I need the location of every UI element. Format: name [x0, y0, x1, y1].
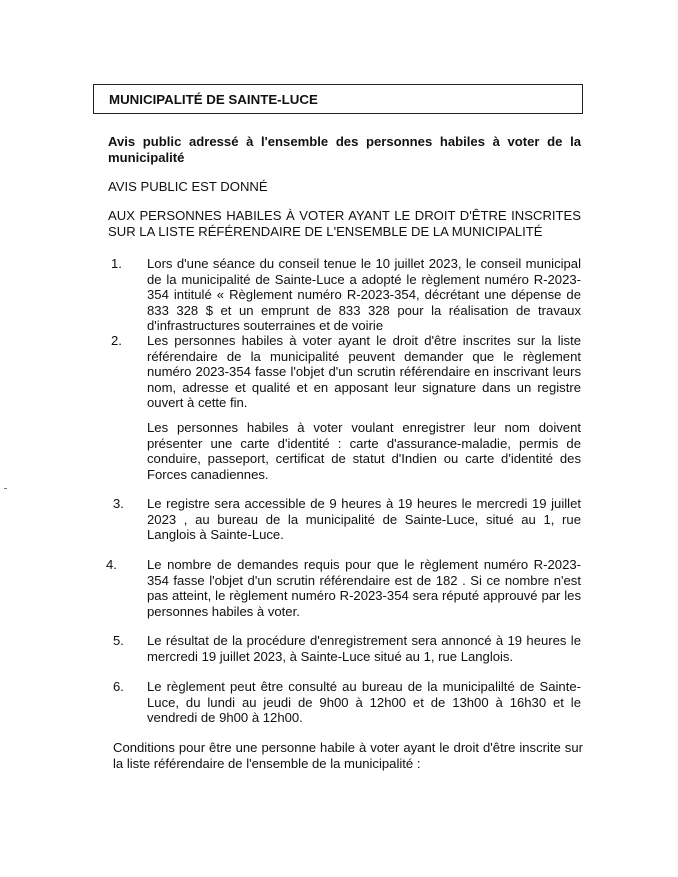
- item-text: Lors d'une séance du conseil tenue le 10 juillet 2023, le conseil municipal de la municipalité de Sainte-Luce a adopté le règlement numéro R-2023-354 intitulé « Règlement numéro R-2023-354, décrétant une dépense de 833 328 $ et un emprunt de 833 328 pour la réalisation de travaux d'infrastructures souterraines et de voirie: [147, 256, 581, 334]
- conditions-paragraph: Conditions pour être une personne habile à voter ayant le droit d'être inscrite sur la liste référendaire de l'ensemble de la municipalité :: [113, 740, 583, 771]
- item-text: Les personnes habiles à voter ayant le droit d'être inscrites sur la liste référendaire de la municipalité peuvent demander que le règlement numéro 2023-354 fasse l'objet d'un scrutin référendaire en inscrivant leurs nom, adresse et qualité et en apposant leur signature dans un registre ouvert à cette fin.: [147, 333, 581, 411]
- addressees-line: AUX PERSONNES HABILES À VOTER AYANT LE DROIT D'ÊTRE INSCRITES SUR LA LISTE RÉFÉRENDAIRE DE L'ENSEMBLE DE LA MUNICIPALITÉ: [108, 208, 581, 239]
- item-number: 6.: [113, 679, 124, 694]
- public-notice-heading: AVIS PUBLIC EST DONNÉ: [108, 179, 268, 194]
- item-text-secondary: Les personnes habiles à voter voulant enregistrer leur nom doivent présenter une carte d'identité : carte d'assurance-maladie, permis de conduire, passeport, certificat de statut d'Indien ou carte d'identité des Forces canadiennes.: [147, 420, 581, 482]
- item-number: 5.: [113, 633, 124, 648]
- municipality-title: MUNICIPALITÉ DE SAINTE-LUCE: [109, 92, 318, 107]
- item-number: 3.: [113, 496, 124, 511]
- notice-subject: Avis public adressé à l'ensemble des personnes habiles à voter de la municipalité: [108, 134, 581, 165]
- margin-mark: [4, 488, 7, 489]
- item-text: Le règlement peut être consulté au bureau de la municipalilté de Sainte-Luce, du lundi au jeudi de 9h00 à 12h00 et de 13h00 à 16h30 et le vendredi de 9h00 à 12h00.: [147, 679, 581, 726]
- item-text: Le registre sera accessible de 9 heures à 19 heures le mercredi 19 juillet 2023 , au bureau de la municipalité de Sainte-Luce, situé au 1, rue Langlois à Sainte-Luce.: [147, 496, 581, 543]
- header-box: [93, 84, 583, 114]
- item-number: 2.: [111, 333, 122, 348]
- item-text: Le nombre de demandes requis pour que le règlement numéro R-2023-354 fasse l'objet d'un scrutin référendaire est de 182 . Si ce nombre n'est pas atteint, le règlement numéro R-2023-354 sera réputé approuvé par les personnes habiles à voter.: [147, 557, 581, 619]
- item-text: Le résultat de la procédure d'enregistrement sera annoncé à 19 heures le mercredi 19 juillet 2023, à Sainte-Luce situé au 1, rue Langlois.: [147, 633, 581, 664]
- item-number: 1.: [111, 256, 122, 271]
- item-number: 4.: [106, 557, 117, 572]
